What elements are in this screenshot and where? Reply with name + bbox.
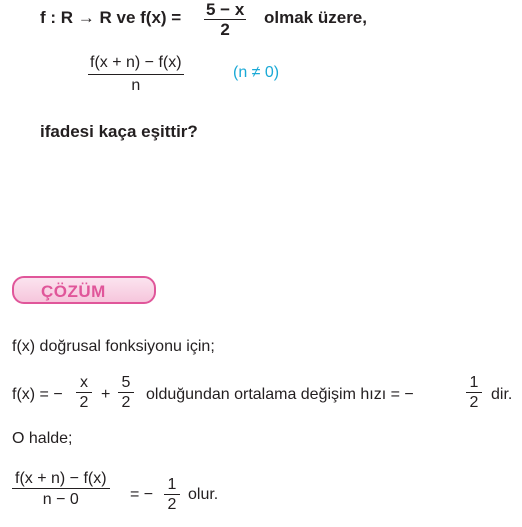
- solution-line-3: O halde;: [12, 430, 73, 447]
- question-prefix: f : R → R ve f(x) =: [40, 8, 182, 27]
- term2-fraction: [118, 374, 134, 413]
- rate-numerator: 1: [469, 374, 479, 391]
- question-prompt: ifadesi kaça eşittir?: [40, 122, 198, 141]
- term1-numerator: x: [80, 374, 88, 391]
- expression-numerator: f(x + n) − f(x): [90, 54, 182, 71]
- expression-fraction: [88, 54, 184, 97]
- solution-badge: [12, 276, 156, 304]
- rate-fraction: [466, 374, 482, 413]
- fx-fraction: [204, 0, 246, 39]
- term2-numerator: 5: [121, 374, 131, 391]
- condition-text: (n ≠ 0): [233, 64, 280, 81]
- difference-quotient-numerator: f(x + n) − f(x): [15, 470, 107, 487]
- plus-sign: +: [101, 386, 111, 403]
- difference-quotient-fraction: [12, 470, 110, 511]
- term1-denominator: 2: [79, 394, 89, 412]
- question-suffix: olmak üzere,: [264, 8, 367, 27]
- fx-numerator: 5 − x: [206, 0, 245, 19]
- fx-denominator: 2: [220, 20, 230, 40]
- rate-denominator: 2: [469, 394, 479, 412]
- result-fraction: [164, 476, 180, 515]
- solution-line-1: f(x) doğrusal fonksiyonu için;: [12, 338, 215, 355]
- result-denominator: 2: [167, 496, 177, 514]
- fx-definition-lhs: f(x) = −: [12, 386, 63, 403]
- expression-denominator: n: [131, 77, 141, 95]
- difference-quotient-denominator: n − 0: [42, 491, 79, 509]
- solution-badge-label: ÇÖZÜM: [41, 282, 106, 301]
- rate-text: olduğundan ortalama değişim hızı = −: [146, 386, 414, 403]
- line2-end: dir.: [491, 386, 513, 403]
- term2-denominator: 2: [121, 394, 131, 412]
- result-numerator: 1: [167, 476, 177, 493]
- term1-fraction: [76, 374, 92, 413]
- equals-minus: = −: [130, 486, 154, 503]
- line4-end: olur.: [188, 486, 219, 503]
